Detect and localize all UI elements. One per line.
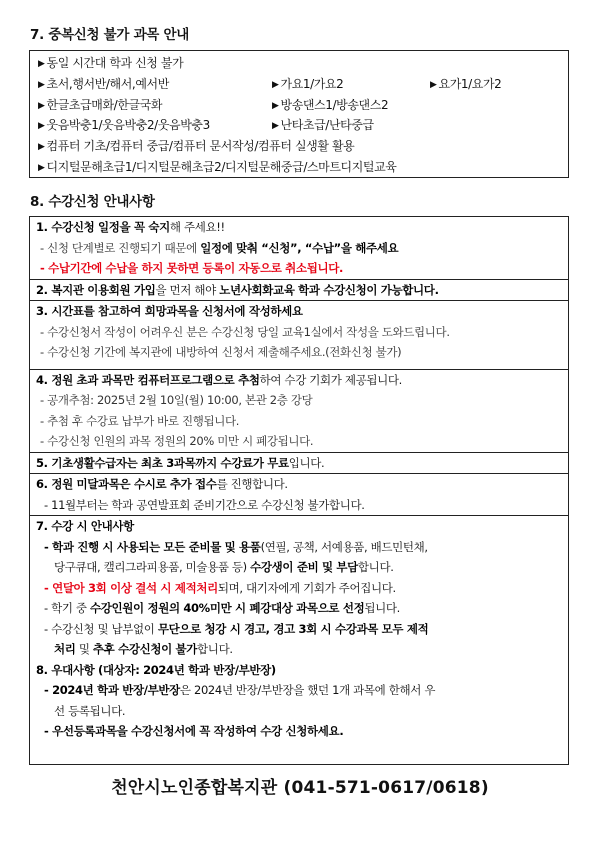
section7-title: 7. 중복신청 불가 과목 안내 <box>30 27 189 43</box>
list-item: ▶ 동일 시간대 학과 신청 불가 <box>38 56 184 70</box>
list-item: ▶ 한글초급매화/한글국화 ▶ 방송댄스1/방송댄스2 <box>38 97 389 112</box>
guide-item-5: 5. 기초생활수급자는 최초 3과목까지 수강료가 무료입니다. <box>30 453 568 475</box>
triangle-bullet-icon: ▶ <box>272 121 279 132</box>
triangle-bullet-icon: ▶ <box>430 79 437 90</box>
list-item: ▶ 디지털문해초급1/디지털문해초급2/디지털문해중급/스마트디지털교육 <box>38 159 397 174</box>
footer-contact: 천안시노인종합복지관 (041-571-0617/0618) <box>111 778 489 798</box>
triangle-bullet-icon: ▶ <box>272 79 279 90</box>
duplicate-courses-box <box>29 50 569 178</box>
registration-guide-box <box>29 216 569 765</box>
guide-item-3: 3. 시간표를 참고하여 희망과목을 신청서에 작성하세요 - 수강신청서 작성이 어려우신 분은 수강신청 당일 교육1실에서 작성을 도와드립니다. - 수강신청 기간에 복지관에 내방하여 신청서 제출해주세요.(전화신청 불가) <box>30 301 568 370</box>
triangle-bullet-icon: ▶ <box>38 142 45 153</box>
list-item: ▶ 웃음박충1/웃음박충2/웃음박충3 ▶ 난타초급/난타중급 <box>38 118 374 133</box>
list-item: ▶ 컴퓨터 기초/컴퓨터 중급/컴퓨터 문서작성/컴퓨터 실생활 활용 <box>38 139 355 154</box>
triangle-bullet-icon: ▶ <box>38 121 45 132</box>
guide-item-1: 1. 수강신청 일정을 꼭 숙지해 주세요!! - 신청 단계별로 진행되기 때문에 일정에 맞춰 “신청”, “수납”을 해주세요 - 수납기간에 수납을 하지 못하면 등록이 자동으로 취소됩니다. <box>30 217 568 280</box>
list-item: ▶ 초서,행서반/해서,예서반 ▶ 가요1/가요2 ▶ 요가1/요가2 <box>38 76 502 91</box>
triangle-bullet-icon: ▶ <box>38 162 45 173</box>
triangle-bullet-icon: ▶ <box>38 100 45 111</box>
guide-item-8: 8. 우대사항 (대상자: 2024년 학과 반장/부반장) - 2024년 학과 반장/부반장은 2024년 반장/부반장을 했던 1개 과목에 한해서 우 선 등록됩니다. - 우선등록과목을 수강신청서에 꼭 작성하여 수강 신청하세요. <box>36 662 436 738</box>
section8-title: 8. 수강신청 안내사항 <box>30 194 155 210</box>
guide-item-2: 2. 복지관 이용회원 가입을 먼저 해야 노년사회화교육 학과 수강신청이 가능합니다. <box>30 280 568 302</box>
guide-item-7: 7. 수강 시 안내사항 - 학과 진행 시 사용되는 모든 준비물 및 용품(연필, 공책, 서예용품, 배드민턴채, 당구큐대, 캘리그라피용품, 미술용품 등) 수강생이 준비 및 부담합니다. - 연달아 3회 이상 결석 시 제적처리되며, 대기자에게 기회가 주어집니다. - 학기 중 수강인원이 정원의 40%미만 시 폐강대상 과목으로 선정됩니다. - 수강신청 및 납부없이 무단으로 청강 시 경고, 경고 3회 시 수강과목 모두 제적 처리 및 추후 수강신청이 불가합니다. <box>36 519 429 656</box>
guide-item-4: 4. 정원 초과 과목만 컴퓨터프로그램으로 추첨하여 수강 기회가 제공됩니다. - 공개추첨: 2025년 2월 10일(월) 10:00, 본관 2층 강당 - 추첨 후 수강료 납부가 바로 진행됩니다. - 수강신청 인원의 과목 정원의 20% 미만 시 폐강됩니다. <box>30 370 568 453</box>
triangle-bullet-icon: ▶ <box>272 100 279 111</box>
guide-item-6: 6. 정원 미달과목은 수시로 추가 접수를 진행합니다. - 11월부터는 학과 공연발표회 준비기간으로 수강신청 불가합니다. <box>30 474 568 516</box>
triangle-bullet-icon: ▶ <box>38 79 45 90</box>
triangle-bullet-icon: ▶ <box>38 59 45 69</box>
